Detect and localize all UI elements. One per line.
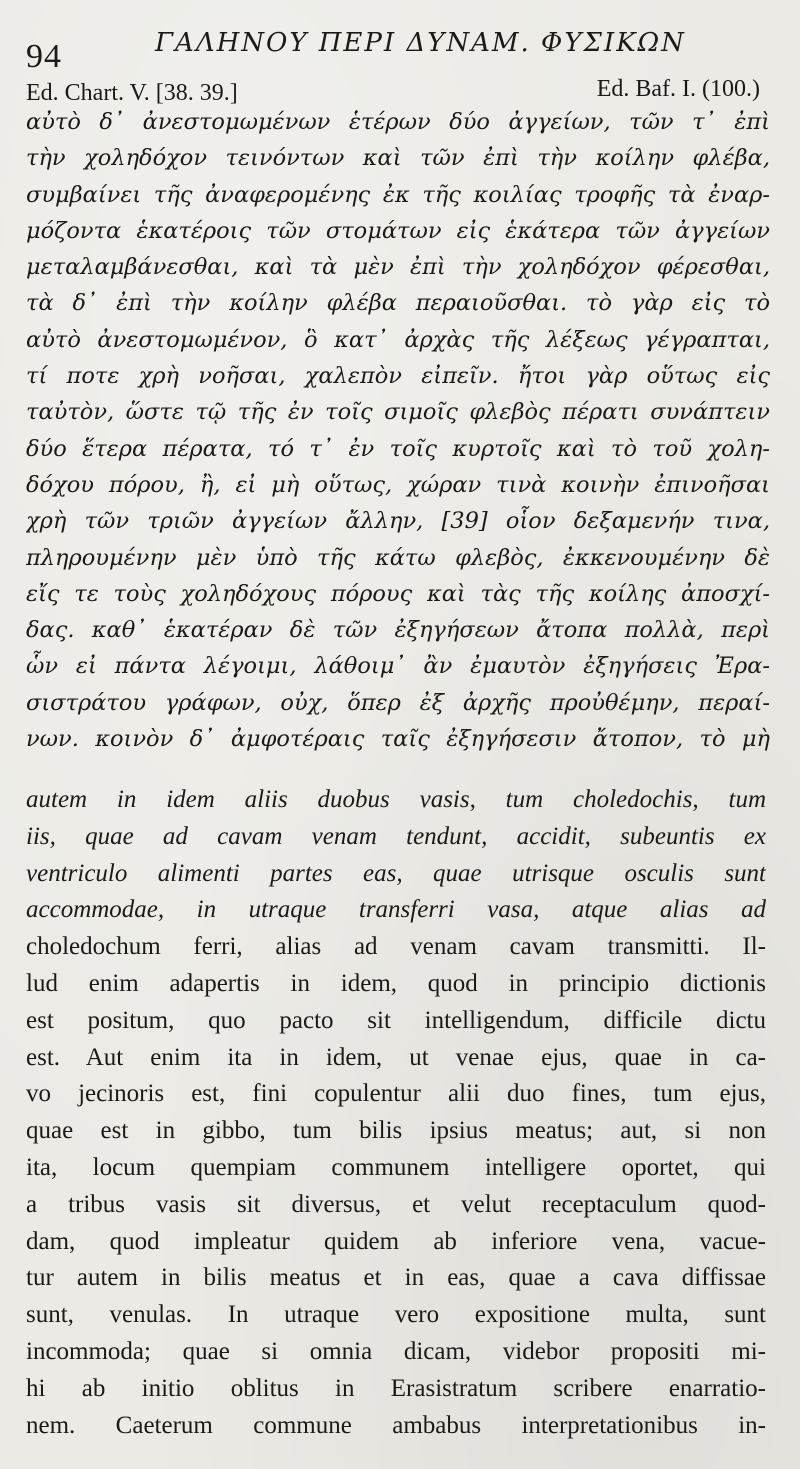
latin-line: hi ab initio oblitus in Erasistratum scribere enarratio-: [26, 1374, 766, 1402]
latin-line: accommodae, in utraque transferri vasa, atque alias ad: [26, 896, 766, 924]
greek-line: μόζοντα ἑκατέροις τῶν στομάτων εἰς ἑκάτερα τῶν ἀγγείων: [26, 217, 770, 244]
latin-translation-block: [26, 782, 766, 1444]
greek-line: ὧν εἰ πάντα λέγοιμι, λάθοιμ᾽ ἂν ἐμαυτὸν ἐξηγήσεις Ἐρα-: [26, 653, 770, 680]
latin-line: iis, quae ad cavam venam tendunt, accidit, subeuntis ex: [26, 822, 766, 850]
greek-line: χρὴ τῶν τριῶν ἀγγείων ἄλλην, [39] οἷον δεξαμενήν τινα,: [26, 508, 770, 535]
greek-line: ταὐτὸν, ὥστε τῷ τῆς ἐν τοῖς σιμοῖς φλεβὸς πέρατι συνάπτειν: [26, 399, 770, 426]
greek-line: εἴς τε τοὺς χοληδόχους πόρους καὶ τὰς τῆς κοίλης ἀποσχί-: [26, 580, 770, 607]
edition-reference-right: Ed. Baf. I. (100.): [596, 76, 760, 102]
greek-line: νων. κοινὸν δ᾽ ἀμφοτέραις ταῖς ἐξηγήσεσιν ἄτοπον, τὸ μὴ: [26, 726, 770, 753]
latin-line: est positum, quo pacto sit intelligendum, difficile dictu: [26, 1006, 766, 1034]
greek-text-block: [26, 104, 770, 757]
greek-line: τί ποτε χρὴ νοῆσαι, χαλεπὸν εἰπεῖν. ἤτοι γὰρ οὕτως εἰς: [26, 363, 770, 390]
latin-line: ita, locum quempiam communem intelligere oportet, qui: [26, 1153, 766, 1181]
greek-line: πληρουμένην μὲν ὑπὸ τῆς κάτω φλεβὸς, ἐκκενουμένην δὲ: [26, 544, 770, 571]
greek-line: συμβαίνει τῆς ἀναφερομένης ἐκ τῆς κοιλίας τροφῆς τὰ ἐναρ-: [26, 181, 770, 208]
latin-line: ventriculo alimenti partes eas, quae utrisque osculis sunt: [26, 859, 766, 887]
greek-line: σιστράτου γράφων, οὐχ, ὅπερ ἐξ ἀρχῆς προὐθέμην, περαί-: [26, 689, 770, 716]
running-title: ΓΑΛΗΝΟΥ ΠΕΡΙ ΔΥΝΑΜ. ΦΥΣΙΚΩΝ: [155, 28, 686, 58]
latin-line: quae est in gibbo, tum bilis ipsius meatus; aut, si non: [26, 1117, 766, 1145]
greek-line: δύο ἕτερα πέρατα, τό τ᾽ ἐν τοῖς κυρτοῖς καὶ τὸ τοῦ χολη-: [26, 435, 770, 462]
latin-line: autem in idem aliis duobus vasis, tum choledochis, tum: [26, 786, 766, 813]
latin-line: lud enim adapertis in idem, quod in principio dictionis: [26, 969, 766, 997]
latin-line: est. Aut enim ita in idem, ut venae ejus, quae in ca-: [26, 1043, 766, 1071]
latin-line: a tribus vasis sit diversus, et velut receptaculum quod-: [26, 1190, 766, 1218]
latin-line: nem. Caeterum commune ambabus interpretationibus in-: [26, 1411, 766, 1439]
latin-line: sunt, venulas. In utraque vero expositione multa, sunt: [26, 1301, 766, 1329]
greek-line: αὐτὸ ἀνεστομωμένον, ὃ κατ᾽ ἀρχὰς τῆς λέξεως γέγραπται,: [26, 326, 770, 353]
latin-line: incommoda; quae si omnia dicam, videbor propositi mi-: [26, 1337, 766, 1365]
latin-line: dam, quod impleatur quidem ab inferiore vena, vacue-: [26, 1227, 766, 1255]
greek-line: αὐτὸ δ᾽ ἀνεστομωμένων ἑτέρων δύο ἀγγείων, τῶν τ᾽ ἐπὶ: [26, 109, 770, 135]
greek-line: τὰ δ᾽ ἐπὶ τὴν κοίλην φλέβα περαιοῦσθαι. τὸ γὰρ εἰς τὸ: [26, 290, 770, 317]
greek-line: δας. καθ᾽ ἑκατέραν δὲ τῶν ἐξηγήσεων ἄτοπα πολλὰ, περὶ: [26, 617, 770, 644]
latin-line: choledochum ferri, alias ad venam cavam transmitti. Il-: [26, 933, 766, 961]
greek-line: δόχου πόρου, ἢ, εἰ μὴ οὕτως, χώραν τινὰ κοινὴν ἐπινοῆσαι: [26, 471, 770, 498]
edition-reference-left: Ed. Chart. V. [38. 39.]: [26, 80, 238, 106]
greek-line: μεταλαμβάνεσθαι, καὶ τὰ μὲν ἐπὶ τὴν χοληδόχον φέρεσθαι,: [26, 254, 770, 281]
greek-line: τὴν χοληδόχον τεινόντων καὶ τῶν ἐπὶ τὴν κοίλην φλέβα,: [26, 145, 770, 172]
latin-line: tur autem in bilis meatus et in eas, quae a cava diffissae: [26, 1264, 766, 1292]
page-number: 94: [26, 38, 62, 75]
latin-line: vo jecinoris est, fini copulentur alii duo fines, tum ejus,: [26, 1080, 766, 1108]
